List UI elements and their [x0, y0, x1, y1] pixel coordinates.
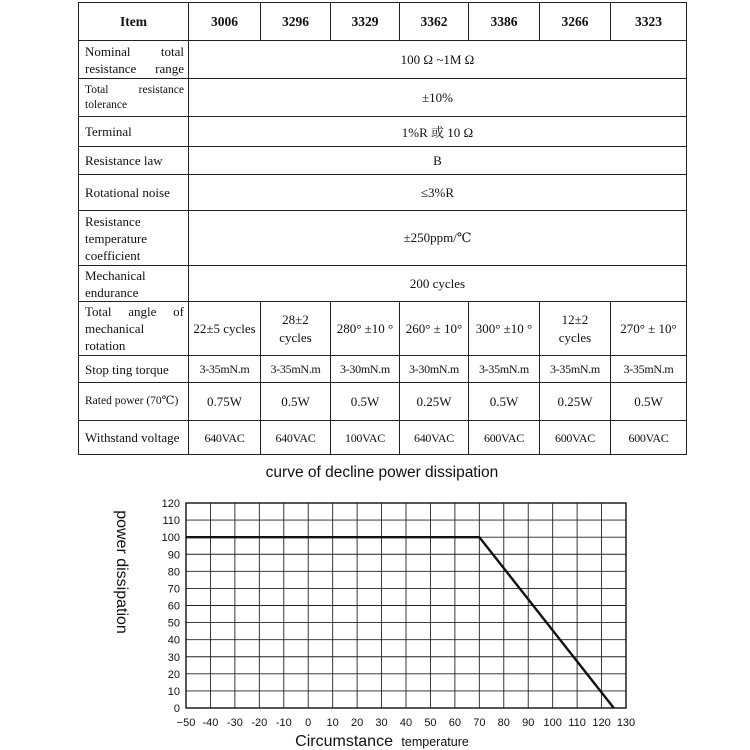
row-label-rated-power: Rated power (70℃): [79, 383, 189, 421]
value-torque-3323: 3-35mN.m: [611, 356, 687, 383]
x-tick-label: 0: [305, 717, 312, 729]
value-rotation-3266: 12±2 cycles: [540, 302, 611, 356]
header-3386: 3386: [469, 3, 540, 41]
value-resistance-tolerance: ±10%: [189, 79, 687, 117]
value-rotational-noise: ≤3%R: [189, 175, 687, 211]
x-tick-label: -10: [275, 717, 292, 729]
row-label-terminal: Terminal: [79, 117, 189, 147]
row-label-rotational-noise: Rotational noise: [79, 175, 189, 211]
value-power-3386: 0.5W: [469, 383, 540, 421]
y-tick-label: 0: [173, 703, 180, 715]
y-tick-label: 60: [167, 600, 180, 613]
x-tick-label: 80: [497, 717, 510, 729]
value-rotation-3296: 28±2 cycles: [261, 302, 331, 356]
value-rotation-3362: 260° ± 10°: [400, 302, 469, 356]
value-voltage-3266: 600VAC: [540, 421, 611, 455]
x-tick-label: 110: [568, 717, 586, 729]
chart-grid: [186, 503, 626, 708]
x-tick-label: -40: [202, 717, 219, 729]
x-tick-label: 90: [522, 717, 535, 729]
value-voltage-3362: 640VAC: [400, 421, 469, 455]
value-rotation-3006: 22±5 cycles: [189, 302, 261, 356]
x-tick-label: -30: [226, 717, 243, 729]
x-tick-label: 130: [616, 717, 636, 729]
y-axis-ticks: [162, 498, 180, 715]
y-tick-label: 10: [167, 685, 180, 698]
header-3329: 3329: [331, 3, 400, 41]
chart-title: curve of decline power dissipation: [265, 464, 499, 481]
value-terminal: 1%R 或 10 Ω: [189, 117, 687, 147]
value-voltage-3006: 640VAC: [189, 421, 261, 455]
header-3006: 3006: [189, 3, 261, 41]
x-axis-label-main: Circumstance: [295, 733, 393, 750]
value-rotation-3323: 270° ± 10°: [611, 302, 687, 356]
x-axis-ticks: [177, 717, 636, 729]
value-power-3296: 0.5W: [261, 383, 331, 421]
x-tick-label: 120: [592, 717, 611, 729]
x-tick-label: -20: [251, 717, 268, 729]
value-torque-3386: 3-35mN.m: [469, 356, 540, 383]
row-label-resistance-law: Resistance law: [79, 147, 189, 175]
y-tick-label: 80: [167, 566, 180, 579]
y-tick-label: 40: [167, 634, 180, 647]
row-label-rotation-angle: Total angle of mechanical rotation: [79, 302, 189, 356]
value-mechanical-endurance: 200 cycles: [189, 266, 687, 302]
value-rotation-3386: 300° ±10 °: [469, 302, 540, 356]
x-tick-label: 10: [326, 717, 339, 729]
x-axis-label-suffix: temperature: [401, 735, 469, 749]
value-torque-3362: 3-30mN.m: [400, 356, 469, 383]
y-tick-label: 110: [162, 515, 180, 528]
header-3296: 3296: [261, 3, 331, 41]
value-rotation-3329: 280° ±10 °: [331, 302, 400, 356]
y-tick-label: 120: [161, 498, 180, 510]
x-tick-label: 40: [399, 717, 413, 729]
value-power-3323: 0.5W: [611, 383, 687, 421]
x-tick-label: −50: [176, 717, 196, 729]
value-torque-3296: 3-35mN.m: [261, 356, 331, 383]
y-tick-label: 90: [167, 549, 180, 562]
header-item: Item: [79, 3, 189, 41]
row-label-mechanical-endurance: Mechanical endurance: [79, 266, 189, 302]
header-3362: 3362: [400, 3, 469, 41]
value-temperature-coefficient: ±250ppm/℃: [189, 211, 687, 266]
value-voltage-3329: 100VAC: [331, 421, 400, 455]
value-power-3006: 0.75W: [189, 383, 261, 421]
value-voltage-3323: 600VAC: [611, 421, 687, 455]
value-torque-3006: 3-35mN.m: [189, 356, 261, 383]
row-label-stopping-torque: Stop ting torque: [79, 356, 189, 383]
x-axis-label: [295, 733, 469, 750]
y-tick-label: 50: [167, 617, 180, 630]
row-label-nominal-resistance: Nominal total resistance range: [79, 41, 189, 79]
row-label-withstand-voltage: Withstand voltage: [79, 421, 189, 455]
row-label-temperature-coefficient: Resistance temperature coefficient: [79, 211, 189, 266]
y-axis-label: power dissipation: [113, 510, 130, 634]
y-tick-label: 100: [161, 532, 180, 545]
x-tick-label: 100: [543, 717, 562, 729]
x-tick-label: 50: [424, 717, 437, 729]
row-label-resistance-tolerance: Total resistance tolerance: [79, 79, 189, 117]
x-tick-label: 70: [473, 717, 486, 729]
x-tick-label: 30: [375, 717, 388, 729]
value-power-3266: 0.25W: [540, 383, 611, 421]
value-power-3362: 0.25W: [400, 383, 469, 421]
header-3266: 3266: [540, 3, 611, 41]
value-power-3329: 0.5W: [331, 383, 400, 421]
value-torque-3329: 3-30mN.m: [331, 356, 400, 383]
value-voltage-3296: 640VAC: [261, 421, 331, 455]
header-3323: 3323: [611, 3, 687, 41]
value-resistance-law: B: [189, 147, 687, 175]
x-tick-label: 20: [350, 717, 364, 729]
x-tick-label: 60: [448, 717, 462, 729]
y-tick-label: 20: [167, 668, 180, 681]
y-tick-label: 30: [167, 651, 180, 664]
value-voltage-3386: 600VAC: [469, 421, 540, 455]
value-torque-3266: 3-35mN.m: [540, 356, 611, 383]
y-tick-label: 70: [167, 583, 180, 596]
value-nominal-resistance: 100 Ω ~1M Ω: [189, 41, 687, 79]
